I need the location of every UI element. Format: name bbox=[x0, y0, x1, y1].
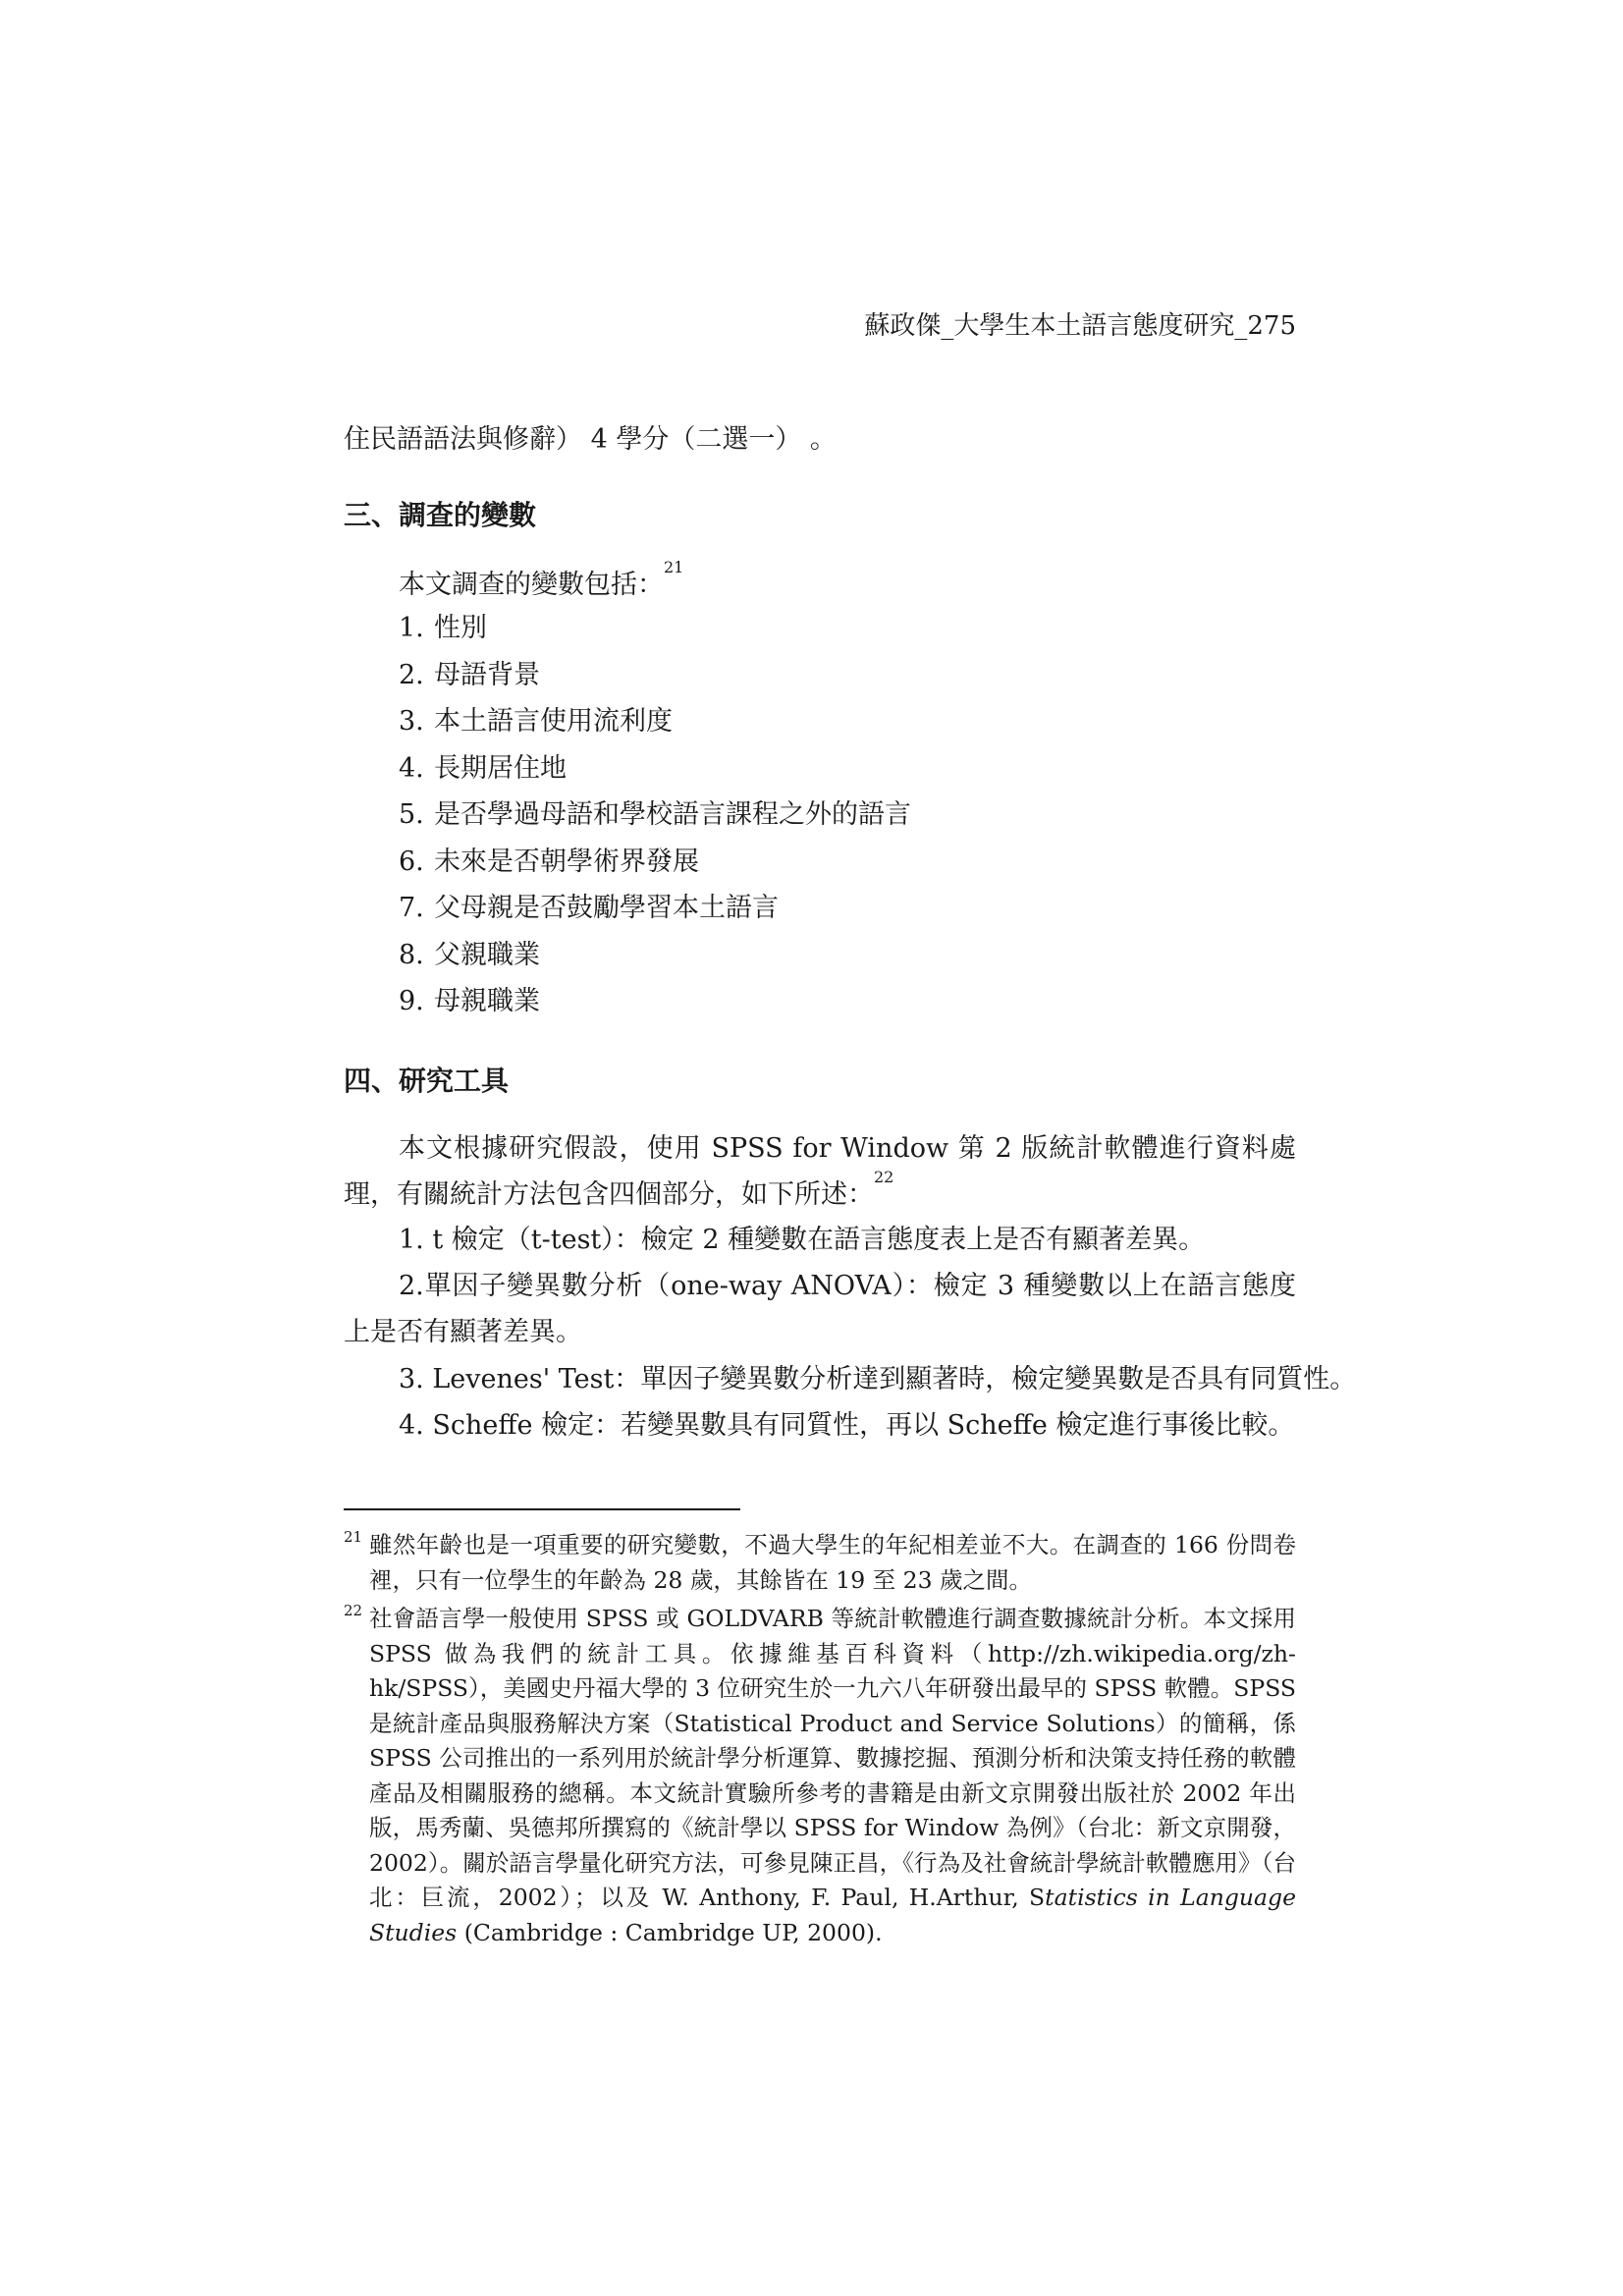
list-item-number: 8. bbox=[399, 939, 424, 970]
variables-intro-text: 本文調查的變數包括： bbox=[399, 570, 664, 600]
method-item-ttest: 1. t 檢定（t-test）：檢定 2 種變數在語言態度表上是否有顯著差異。 bbox=[399, 1225, 1206, 1255]
list-item bbox=[399, 839, 911, 886]
list-item-label: 父母親是否鼓勵學習本土語言 bbox=[434, 893, 779, 923]
footnote-mark: 21 bbox=[344, 1528, 363, 1546]
footnote-ref-21: 21 bbox=[664, 558, 684, 576]
list-item-number: 6. bbox=[399, 846, 424, 877]
section-heading-tools: 四、研究工具 bbox=[344, 1065, 510, 1097]
list-item-label: 是否學過母語和學校語言課程之外的語言 bbox=[434, 799, 911, 830]
list-item bbox=[399, 698, 911, 745]
method-item-scheffe: 4. Scheffe 檢定：若變異數具有同質性，再以 Scheffe 檢定進行事後比較。 bbox=[399, 1410, 1295, 1441]
footnote-mark: 22 bbox=[344, 1602, 363, 1619]
section-heading-variables: 三、調查的變數 bbox=[344, 499, 537, 531]
list-item-number: 9. bbox=[399, 986, 424, 1016]
list-item-number: 2. bbox=[399, 659, 424, 690]
method-item-anova: 2.單因子變異數分析（one-way ANOVA）：檢定 3 種變數以上在語言態度上是否有顯著差異。 bbox=[344, 1271, 1296, 1347]
list-item-label: 性別 bbox=[434, 613, 487, 643]
footnote-text: 社會語言學一般使用 SPSS 或 GOLDVARB 等統計軟體進行調查數據統計分析。本文採用 SPSS 做為我們的統計工具。依據維基百科資料（http://zh.wikipedia.org/zh-hk/SPSS），美國史丹福大學的 3 位研究生於一九六八年研發出最早的 SPSS 軟體。SPSS 是統計產品與服務解決方案（Statistical Product and Service Solutions）的簡稱，係 SPSS 公司推出的一系列用於統計學分析運算、數據挖掘、預測分析和決策支持任務的軟體產品及相關服務的總稱。本文統計實驗所參考的書籍是由新文京開發出版社於 2002 年出版，馬秀蘭、吳德邦所撰寫的《統計學以 SPSS for Window 為例》（台北：新文京開發，2002）。關於語言學量化研究方法，可參見陳正昌，《行為及社會統計學統計軟體應用》（台北：巨流，2002）；以及 W. Anthony, F. Paul, H.Arthur, S bbox=[369, 1605, 1296, 1911]
list-item-number: 3. bbox=[399, 706, 424, 737]
tools-paragraph bbox=[344, 1125, 1296, 1218]
list-item-number: 4. bbox=[399, 752, 424, 784]
footnote-ref-22: 22 bbox=[874, 1168, 894, 1186]
list-item-number: 7. bbox=[399, 893, 424, 923]
list-item-label: 長期居住地 bbox=[434, 752, 567, 784]
continuation-line: 住民語語法與修辭） 4 學分（二選一） 。 bbox=[344, 424, 837, 455]
list-item bbox=[399, 652, 911, 699]
footnote-21 bbox=[344, 1528, 1296, 1598]
list-item-label: 本土語言使用流利度 bbox=[434, 706, 673, 737]
list-item bbox=[399, 932, 911, 979]
footnote-22 bbox=[344, 1602, 1296, 1950]
footnotes bbox=[344, 1528, 1296, 1954]
list-item-label: 母語背景 bbox=[434, 659, 540, 690]
footnote-text: 雖然年齡也是一項重要的研究變數，不過大學生的年紀相差並不大。在調查的 166 份問卷裡，只有一位學生的年齡為 28 歲，其餘皆在 19 至 23 歲之間。 bbox=[369, 1531, 1296, 1594]
list-item-number: 1. bbox=[399, 613, 424, 643]
list-item-label: 父親職業 bbox=[434, 939, 540, 970]
variables-list bbox=[399, 605, 911, 1025]
tools-paragraph-text: 本文根據研究假設，使用 SPSS for Window 第 2 版統計軟體進行資料處理，有關統計方法包含四個部分，如下所述： bbox=[344, 1133, 1296, 1210]
variables-intro bbox=[399, 558, 684, 608]
footnote-citation-tail: (Cambridge : Cambridge UP, 2000). bbox=[457, 1918, 883, 1946]
list-item bbox=[399, 792, 911, 839]
method-item-levene: 3. Levenes' Test：單因子變異數分析達到顯著時，檢定變異數是否具有同質性。 bbox=[399, 1364, 1357, 1394]
footnote-separator bbox=[344, 1508, 740, 1510]
list-item bbox=[399, 605, 911, 652]
list-item bbox=[399, 745, 911, 793]
footnote-book-title: tatistics in Language Studies bbox=[369, 1884, 1297, 1946]
list-item bbox=[399, 885, 911, 932]
list-item-label: 未來是否朝學術界發展 bbox=[434, 846, 699, 877]
running-head: 蘇政傑_大學生本土語言態度研究_275 bbox=[864, 311, 1296, 341]
list-item-label: 母親職業 bbox=[434, 986, 540, 1016]
list-item-number: 5. bbox=[399, 799, 424, 830]
list-item bbox=[399, 978, 911, 1025]
